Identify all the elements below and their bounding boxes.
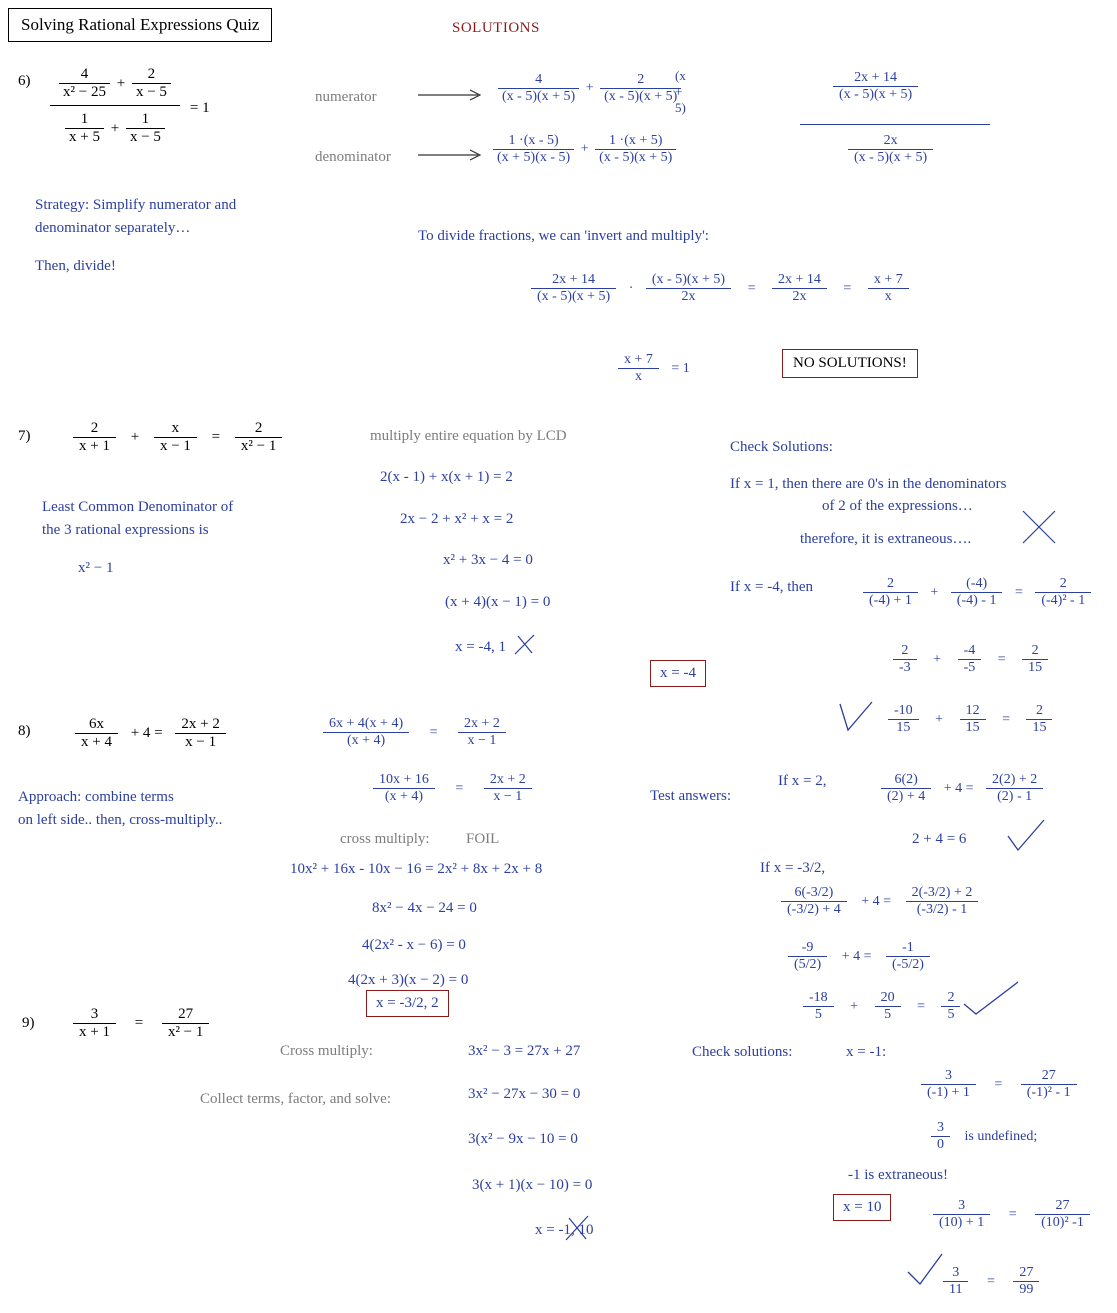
p8-step-1 (320, 716, 509, 749)
p7-note-1: Least Common Denominator of (42, 499, 234, 515)
p6w-res2-den: (x - 5)(x + 5) (848, 149, 933, 166)
problem-6-answer-box: NO SOLUTIONS! (782, 349, 918, 378)
p9-b-num: 27 (178, 1006, 194, 1022)
p6d-eq1: = (747, 280, 756, 296)
p8-step-2 (370, 772, 535, 805)
p8-plus4: + 4 = (130, 725, 163, 742)
p7s1-a-den: (-4) + 1 (863, 592, 918, 609)
p6-n2-den: x − 5 (132, 83, 171, 101)
problem-9-number: 9) (22, 1015, 35, 1031)
p8s2-eq: = (455, 780, 464, 796)
p6d-b-num: (x - 5)(x + 5) (651, 272, 726, 287)
p6-n1-den: x² − 25 (59, 83, 110, 101)
problem-8-approach (18, 786, 222, 831)
p6w-res2-num: 2x (883, 133, 898, 148)
p8c2-b-den: (-3/2) - 1 (906, 901, 979, 918)
problem-9-answer-box: x = 10 (833, 1194, 891, 1221)
p6f-num: x + 7 (624, 352, 653, 367)
p7s1-b-num: (-4) (966, 576, 988, 591)
p9-collect-label: Collect terms, factor, and solve: (200, 1091, 392, 1107)
p6w-d-den: (x - 5)(x + 5) (595, 149, 676, 166)
p6d-c-den: 2x (772, 288, 827, 305)
strikethrough-mark-icon (512, 632, 538, 658)
problem-8-number: 8) (18, 723, 31, 739)
p7-check-line-2: of 2 of the expressions… (822, 498, 973, 514)
arrow-right-icon (418, 88, 486, 102)
p8c4-c-den: 5 (941, 1006, 960, 1023)
p7-plus: + (130, 429, 140, 446)
p8-b-den: x − 1 (175, 733, 225, 751)
p9-b-den: x² − 1 (162, 1023, 209, 1041)
p9c4-a-den: 11 (943, 1281, 968, 1298)
p7s3-a-den: 15 (888, 719, 919, 736)
p8-foil-label: FOIL (466, 831, 500, 847)
p7-c-num: 2 (254, 420, 263, 436)
p8-test-label: Test answers: (650, 788, 732, 804)
p7s2-eq: = (997, 651, 1006, 667)
p6w-b-num: 2 (637, 72, 645, 87)
p8s1-b-den: x − 1 (458, 732, 506, 749)
p8c1-plus: + 4 = (943, 780, 974, 796)
p7-step-4: (x + 4)(x − 1) = 0 (445, 594, 551, 610)
p7s2-a-den: -3 (893, 659, 917, 676)
p7-a-den: x + 1 (73, 437, 116, 455)
p9c4-b-den: 99 (1013, 1281, 1039, 1298)
p7-sub-line-3 (885, 703, 1055, 736)
p8-check-sub-4 (800, 990, 963, 1023)
problem-6-strategy (35, 194, 305, 278)
p9-check-sub-4 (940, 1265, 1042, 1298)
p7-check-line-3: therefore, it is extraneous…. (800, 531, 972, 547)
p6d-a-den: (x - 5)(x + 5) (531, 288, 616, 305)
p7s1-a-num: 2 (886, 576, 894, 591)
p6-d2-den: x − 5 (126, 128, 165, 146)
p7s1-plus: + (930, 584, 939, 600)
p8s2-a-num: 10x + 16 (379, 772, 429, 787)
p7s3-eq: = (1002, 711, 1010, 727)
p6-divide-line (528, 272, 912, 305)
p7-c-den: x² − 1 (235, 437, 282, 455)
p8c4-b-num: 20 (880, 990, 895, 1005)
p8-step-4: 8x² − 4x − 24 = 0 (372, 900, 477, 916)
p7-sub-line-1 (860, 576, 1094, 609)
p8-approach-1: Approach: combine terms (18, 789, 174, 805)
p8c4-eq: = (917, 998, 925, 1014)
p7-step-1: 2(x - 1) + x(x + 1) = 2 (380, 469, 513, 485)
p6w-d-num: 1 ·(x + 5) (609, 133, 663, 148)
p7s1-c-den: (-4)² - 1 (1035, 592, 1091, 609)
p7s2-b-den: -5 (958, 659, 982, 676)
p8-a-num: 6x (88, 716, 104, 732)
p7s3-b-den: 15 (960, 719, 986, 736)
p7-note-2: the 3 rational expressions is (42, 522, 209, 539)
p7-check-title: Check Solutions: (730, 439, 833, 455)
p7s2-c-den: 15 (1022, 659, 1048, 676)
p6w-b-den: (x - 5)(x + 5) (600, 88, 681, 105)
p6w-plus: + (585, 80, 594, 96)
p7s1-c-num: 2 (1059, 576, 1067, 591)
p6-numerator-result (830, 70, 921, 103)
p6-numerator-work (495, 68, 686, 115)
p6-strategy-line-1: Strategy: Simplify numerator and (35, 197, 237, 213)
p8-step-6: 4(2x + 3)(x − 2) = 0 (348, 972, 469, 988)
p8c4-a-num: -18 (809, 990, 828, 1005)
p8c1-b-den: (2) - 1 (986, 788, 1043, 805)
p6-numerator-label: numerator (315, 89, 377, 105)
p9c1-a-den: (-1) + 1 (921, 1084, 976, 1101)
p6f-eq: = 1 (671, 360, 690, 376)
p9-step-1: 3x² − 3 = 27x + 27 (468, 1043, 581, 1059)
p9c1-b-den: (-1)² - 1 (1021, 1084, 1077, 1101)
check-mark-icon (906, 1252, 946, 1290)
p7-lcd-label: multiply entire equation by LCD (370, 428, 567, 444)
p6-denominator-work (490, 133, 679, 166)
p8c3-plus: + 4 = (841, 948, 872, 964)
p6-n1-num: 4 (80, 66, 89, 82)
problem-7-number: 7) (18, 428, 31, 444)
p6d-dot: · (628, 280, 634, 296)
p8-check-sub-2 (778, 885, 981, 918)
p9c1-eq: = (994, 1076, 1003, 1092)
p7-eq: = (211, 429, 221, 446)
p9-check-sub-3 (930, 1198, 1093, 1231)
p9-eq: = (134, 1015, 144, 1032)
p6d-d-num: x + 7 (873, 272, 903, 287)
p6-invert-note: To divide fractions, we can 'invert and multiply': (418, 228, 709, 244)
p7s1-b-den: (-4) - 1 (951, 592, 1003, 609)
p8s1-b-num: 2x + 2 (464, 716, 500, 731)
p9c4-a-num: 3 (952, 1265, 960, 1280)
p8-step-3: 10x² + 16x - 10x − 16 = 2x² + 8x + 2x + 8 (290, 861, 543, 877)
arrow-right-icon (418, 148, 486, 162)
p8s1-eq: = (429, 724, 438, 740)
p9-cross-label: Cross multiply: (280, 1043, 373, 1059)
p6-denominator-label: denominator (315, 149, 391, 165)
p6d-a-num: 2x + 14 (552, 272, 596, 287)
p6w-a-den: (x - 5)(x + 5) (498, 88, 579, 105)
p7s1-eq: = (1014, 584, 1023, 600)
p8-check-line-1: If x = 2, (778, 773, 827, 789)
p7-sub-line-2 (890, 643, 1051, 676)
p7-note-3: x² − 1 (78, 559, 114, 576)
p8c1-b-num: 2(2) + 2 (992, 772, 1038, 787)
page-title-box (8, 8, 272, 42)
p7-check-line-4: If x = -4, then (730, 579, 814, 595)
p9-a-den: x + 1 (73, 1023, 116, 1041)
p7-step-5: x = -4, 1 (455, 639, 506, 655)
p6-n2-num: 2 (147, 66, 156, 82)
p9c1-b-num: 27 (1041, 1068, 1056, 1083)
p9-check-sub-2 (928, 1120, 1037, 1153)
p6f-den: x (618, 368, 659, 385)
problem-7-expression (70, 420, 285, 456)
problem-9-expression (70, 1006, 212, 1042)
p9-step-3: 3(x² − 9x − 10 = 0 (468, 1131, 578, 1147)
p9c2-text: is undefined; (964, 1128, 1038, 1144)
p7s3-c-den: 15 (1026, 719, 1052, 736)
p9c3-a-num: 3 (958, 1198, 966, 1213)
p6w-b-sup: (x + 5) (675, 68, 686, 115)
p8s2-b-den: x − 1 (484, 788, 532, 805)
page-title: Solving Rational Expressions Quiz (21, 15, 260, 34)
p9c1-a-num: 3 (944, 1068, 952, 1083)
problem-6-expression: $\frac{4}{\text{x² − 25}}$ + $\frac{2}{x - 5}$ $\frac{1}{x + 5}$ + $\frac{1}{x - 5}$ = 1 (50, 66, 210, 146)
p8c4-plus: + (850, 998, 859, 1014)
problem-6-number: 6) (18, 73, 31, 89)
p7s3-b-num: 12 (965, 703, 980, 718)
p7-check-line-1: If x = 1, then there are 0's in the denominators (730, 476, 1007, 492)
p9-step-2: 3x² − 27x − 30 = 0 (468, 1086, 581, 1102)
p8s1-a-den: (x + 4) (323, 732, 409, 749)
p6-d2-num: 1 (141, 110, 150, 127)
p7s2-plus: + (933, 651, 942, 667)
p6-big-divider (800, 124, 990, 125)
problem-8-answer-box: x = -3/2, 2 (366, 990, 449, 1017)
p8c2-b-num: 2(-3/2) + 2 (911, 885, 973, 900)
p8c2-a-den: (-3/2) + 4 (781, 901, 847, 918)
p9-check-title: Check solutions: (692, 1044, 793, 1060)
p9c3-a-den: (10) + 1 (933, 1214, 990, 1231)
p9c2-den: 0 (931, 1136, 950, 1153)
p9c3-b-den: (10)² -1 (1035, 1214, 1090, 1231)
p8c4-c-num: 2 (947, 990, 955, 1005)
p7s3-c-num: 2 (1035, 703, 1043, 718)
p9c3-eq: = (1008, 1206, 1017, 1222)
p8c3-a-num: -9 (801, 940, 814, 955)
p8c3-b-num: -1 (902, 940, 914, 955)
check-mark-icon (1006, 818, 1048, 856)
p8c2-a-num: 6(-3/2) (794, 885, 834, 900)
p6-strategy-line-2: denominator separately… (35, 219, 191, 236)
p6d-d-den: x (868, 288, 909, 305)
p6w-res-den: (x - 5)(x + 5) (833, 86, 918, 103)
problem-8-expression (72, 716, 229, 752)
p8s2-a-den: (x + 4) (373, 788, 435, 805)
p7s2-c-num: 2 (1031, 643, 1039, 658)
p8c1-a-num: 6(2) (894, 772, 918, 787)
p8c2-plus: + 4 = (861, 893, 892, 909)
p9c4-b-num: 27 (1019, 1265, 1034, 1280)
p9-step-4: 3(x + 1)(x − 10) = 0 (472, 1177, 593, 1193)
strikethrough-mark-icon (562, 1214, 592, 1244)
p8-check-line-2: If x = -3/2, (760, 860, 826, 876)
p7-b-den: x − 1 (154, 437, 197, 455)
check-mark-icon (838, 700, 876, 738)
p9-check-case-1: x = -1: (846, 1044, 887, 1060)
problem-7-answer-box: x = -4 (650, 660, 706, 687)
p6-strategy-line-3: Then, divide! (35, 258, 116, 274)
p9c3-b-num: 27 (1055, 1198, 1070, 1213)
p8c3-a-den: (5/2) (788, 956, 827, 973)
p6-final-line (615, 352, 690, 385)
p8-check-sub-1 (878, 772, 1046, 805)
p7-step-3: x² + 3x − 4 = 0 (443, 552, 533, 568)
p7s3-a-num: -10 (894, 703, 913, 718)
problem-7-note (42, 496, 233, 580)
p6-denominator-result (845, 133, 936, 166)
p8c1-a-den: (2) + 4 (881, 788, 931, 805)
p6d-c-num: 2x + 14 (778, 272, 821, 287)
p6w-c-num: 1 ·(x - 5) (508, 133, 559, 148)
p8-step-5: 4(2x² - x − 6) = 0 (362, 937, 466, 953)
p9c2-num: 3 (937, 1120, 944, 1135)
p9-step-5: x = -1, 10 (535, 1222, 594, 1238)
p8-cross-label: cross multiply: (340, 831, 430, 847)
p7s2-a-num: 2 (901, 643, 909, 658)
p6w-res-num: 2x + 14 (854, 70, 898, 85)
p9-a-num: 3 (90, 1006, 99, 1022)
p6w-plus2: + (580, 141, 589, 157)
p8-check-result-1: 2 + 4 = 6 (912, 831, 967, 847)
p6w-c-den: (x + 5)(x - 5) (493, 149, 574, 166)
check-mark-icon (962, 980, 1022, 1020)
solutions-label: SOLUTIONS (452, 20, 540, 36)
p7s3-plus: + (935, 711, 944, 727)
p6-d1-den: x + 5 (65, 128, 104, 146)
p7s2-b-num: -4 (963, 643, 976, 658)
p7-a-num: 2 (90, 420, 99, 436)
p8-a-den: x + 4 (75, 733, 118, 751)
p9c4-eq: = (986, 1273, 995, 1289)
p9-extraneous-note: -1 is extraneous! (848, 1167, 948, 1183)
p8s2-b-num: 2x + 2 (489, 772, 526, 787)
p8-approach-2: on left side.. then, cross-multiply.. (18, 811, 223, 828)
p8-b-num: 2x + 2 (181, 716, 220, 732)
p6-d1-num: 1 (80, 110, 89, 127)
cross-out-icon (1020, 508, 1060, 548)
p7-step-2: 2x − 2 + x² + x = 2 (400, 511, 514, 527)
p8c3-b-den: (-5/2) (886, 956, 930, 973)
p8s1-a-num: 6x + 4(x + 4) (329, 716, 404, 731)
p6d-b-den: 2x (646, 288, 731, 305)
p7-b-num: x (171, 420, 180, 436)
p8c4-b-den: 5 (875, 1006, 901, 1023)
p8-check-sub-3 (785, 940, 933, 973)
p6w-a-num: 4 (535, 72, 543, 87)
p9-check-sub-1 (918, 1068, 1080, 1101)
p8c4-a-den: 5 (803, 1006, 834, 1023)
p6d-eq2: = (843, 280, 852, 296)
p6-equals: = 1 (189, 99, 210, 116)
